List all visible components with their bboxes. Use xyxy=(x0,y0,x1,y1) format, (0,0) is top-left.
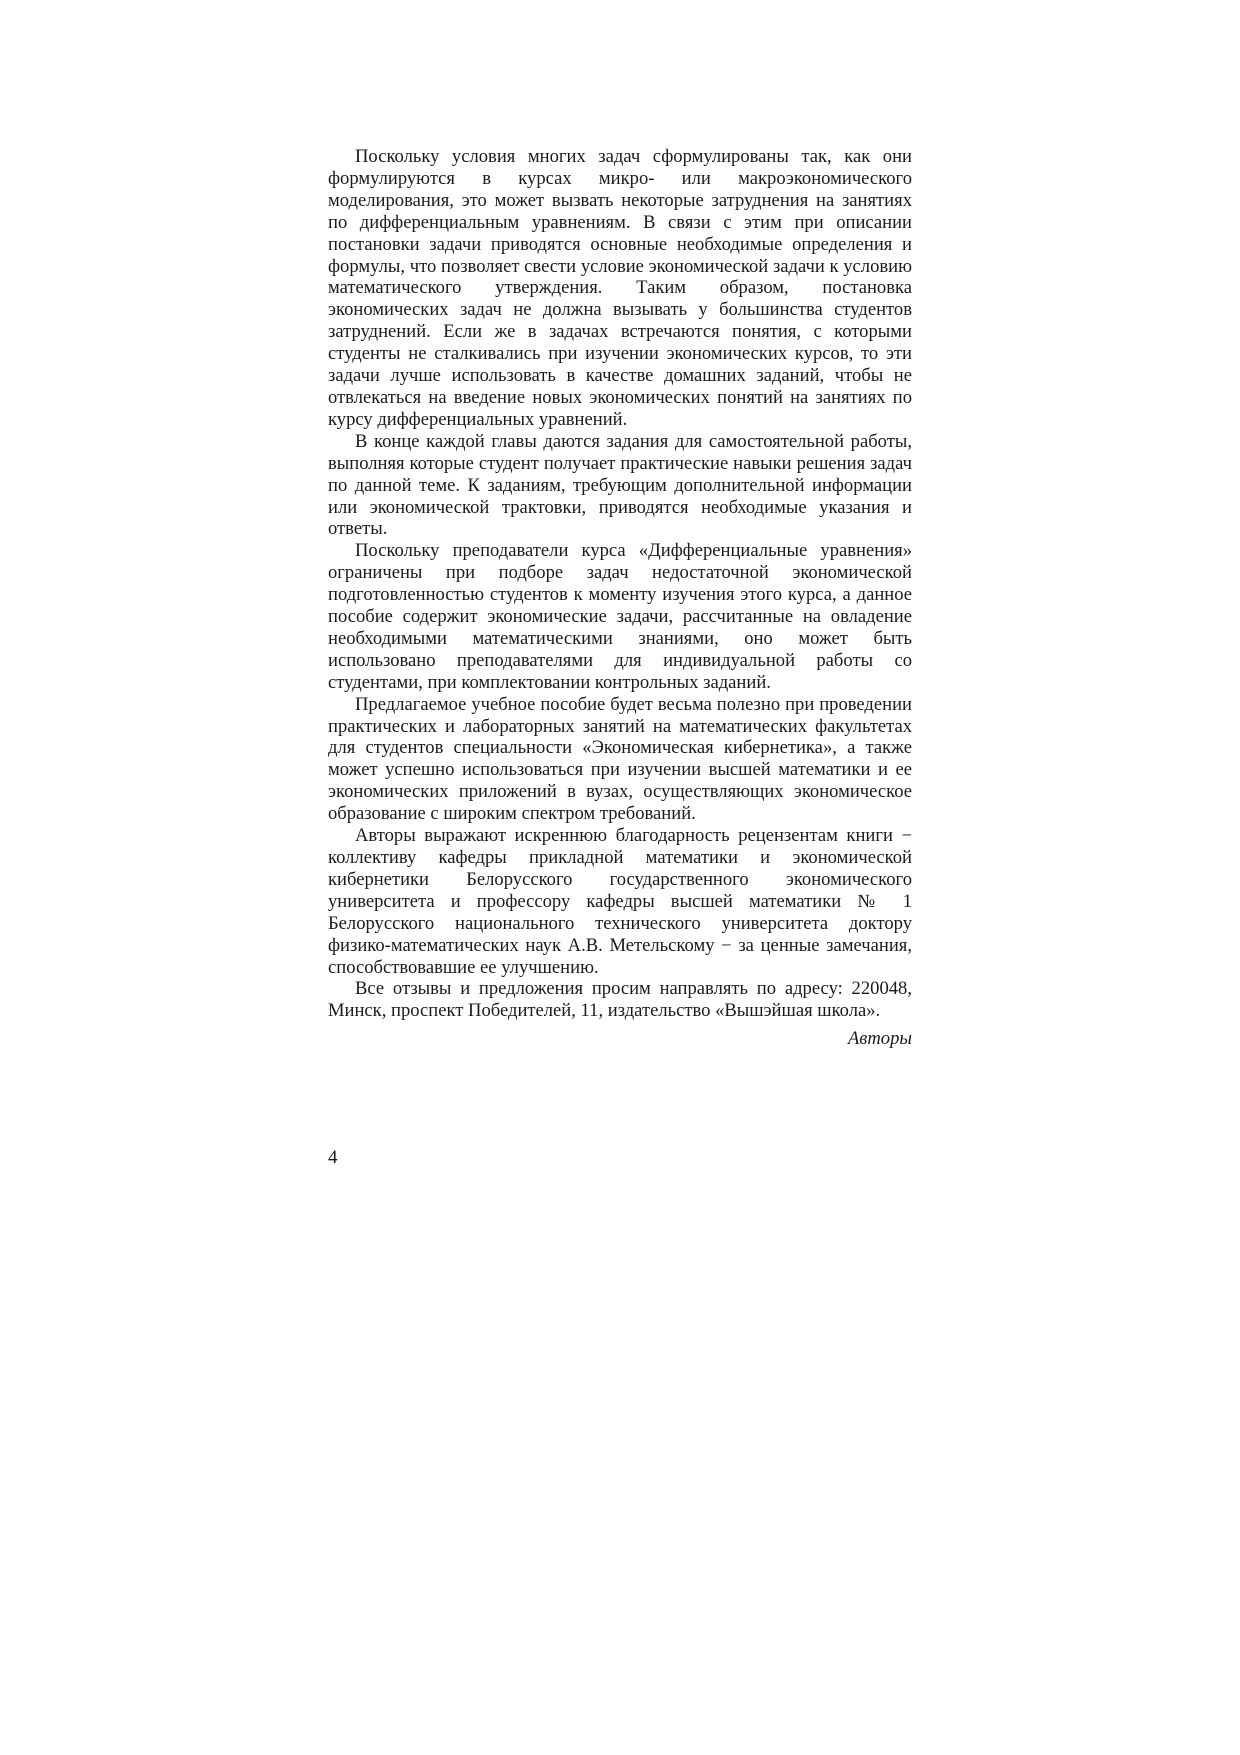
paragraph-6: Все отзывы и предложения просим направлять по адресу: 220048, Минск, проспект Победителей, 11, издательство «Вышэйшая школа». xyxy=(328,978,912,1022)
page-number: 4 xyxy=(328,1147,338,1168)
paragraph-4: Предлагаемое учебное пособие будет весьма полезно при проведении практических и лабораторных занятий на математических факультетах для студентов специальности «Экономическая кибернетика», а также может успешно использоваться при изучении высшей математики и ее экономических приложений в вузах, осуществляющих экономическое образование с широким спектром требований. xyxy=(328,693,912,825)
paragraph-5: Авторы выражают искреннюю благодарность рецензентам книги − коллективу кафедры прикладной математики и экономической кибернетики Белорусского государственного экономического университета и профессору кафедры высшей математики № 1 Белорусского национального технического университета доктору физико-математических наук А.В. Метельскому − за ценные замечания, способствовавшие ее улучшению. xyxy=(328,825,912,978)
paragraph-1: Поскольку условия многих задач сформулированы так, как они формулируются в курсах микро- или макроэкономического моделирования, это может вызвать некоторые затруднения на занятиях по дифференциальным уравнениям. В связи с этим при описании постановки задачи приводятся основные необходимые определения и формулы, что позволяет свести условие экономической задачи к условию математического утверждения. Таким образом, постановка экономических задач не должна вызывать у большинства студентов затруднений. Если же в задачах встречаются понятия, с которыми студенты не сталкивались при изучении экономических курсов, то эти задачи лучше использовать в качестве домашних заданий, чтобы не отвлекаться на введение новых экономических понятий на занятиях по курсу дифференциальных уравнений. xyxy=(328,146,912,430)
authors-signature: Авторы xyxy=(847,1028,912,1050)
body-text xyxy=(328,146,912,1050)
paragraph-2: В конце каждой главы даются задания для самостоятельной работы, выполняя которые студент получает практические навыки решения задач по данной теме. К заданиям, требующим дополнительной информации или экономической трактовки, приводятся необходимые указания и ответы. xyxy=(328,430,912,540)
paragraph-3: Поскольку преподаватели курса «Дифференциальные уравнения» ограничены при подборе задач недостаточной экономической подготовленностью студентов к моменту изучения этого курса, а данное пособие содержит экономические задачи, рассчитанные на овладение необходимыми математическими знаниями, оно может быть использовано преподавателями для индивидуальной работы со студентами, при комплектовании контрольных заданий. xyxy=(328,540,912,693)
